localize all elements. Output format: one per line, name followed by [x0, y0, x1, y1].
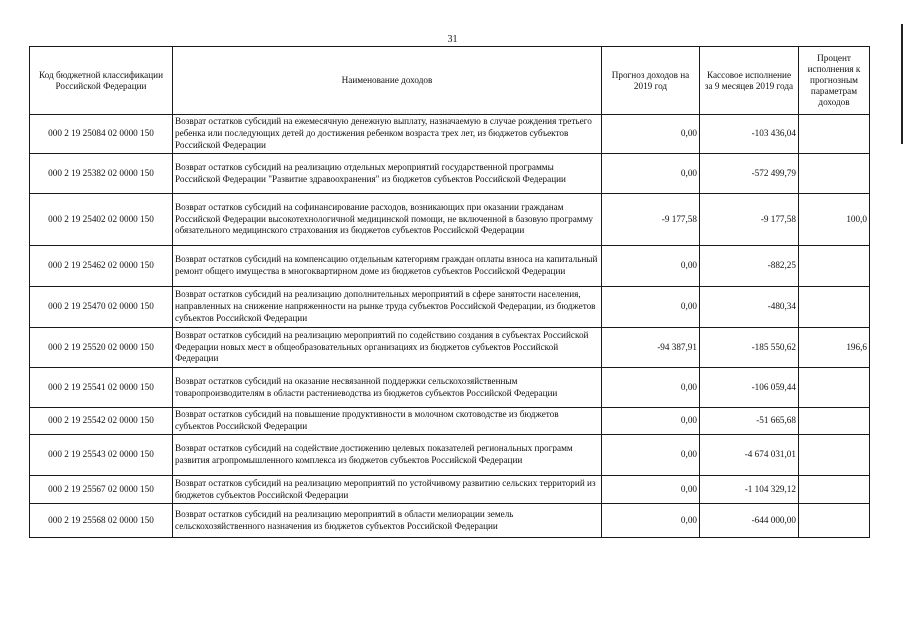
row-actual: -103 436,04 [700, 115, 799, 154]
row-actual: -480,34 [700, 287, 799, 328]
row-forecast: 0,00 [602, 504, 700, 538]
table-row [30, 194, 870, 246]
table-row [30, 115, 870, 154]
row-forecast: 0,00 [602, 246, 700, 287]
row-code: 000 2 19 25541 02 0000 150 [30, 368, 173, 408]
row-percent [799, 435, 870, 476]
page-number: 31 [447, 34, 458, 45]
table-row [30, 435, 870, 476]
row-name: Возврат остатков субсидий на реализацию мероприятий по содействию создания в субъектах Российской Федерации новых мест в общеобразовательных организациях из бюджетов субъектов Российской Федерации [173, 328, 602, 368]
row-name: Возврат остатков субсидий на повышение продуктивности в молочном скотоводстве из бюджетов субъектов Российской Федерации [173, 408, 602, 435]
row-forecast: 0,00 [602, 476, 700, 504]
table-row [30, 476, 870, 504]
row-forecast: -9 177,58 [602, 194, 700, 246]
row-actual: -106 059,44 [700, 368, 799, 408]
row-code: 000 2 19 25567 02 0000 150 [30, 476, 173, 504]
row-code: 000 2 19 25084 02 0000 150 [30, 115, 173, 154]
row-name: Возврат остатков субсидий на содействие достижению целевых показателей региональных программ развития агропромышленного комплекса из бюджетов субъектов Российской Федерации [173, 435, 602, 476]
row-percent [799, 504, 870, 538]
row-name: Возврат остатков субсидий на ежемесячную денежную выплату, назначаемую в случае рождения третьего ребенка или последующих детей до достижения ребенком возраста трех лет, из бюджетов субъектов Российской Федерации [173, 115, 602, 154]
row-code: 000 2 19 25402 02 0000 150 [30, 194, 173, 246]
table-row [30, 246, 870, 287]
row-actual: -9 177,58 [700, 194, 799, 246]
header-actual: Кассовое исполнение за 9 месяцев 2019 года [700, 47, 799, 115]
header-code: Код бюджетной классификации Российской Федерации [30, 47, 173, 115]
scan-edge-mark [901, 24, 903, 144]
table-row [30, 504, 870, 538]
row-code: 000 2 19 25462 02 0000 150 [30, 246, 173, 287]
table-row [30, 287, 870, 328]
row-actual: -51 665,68 [700, 408, 799, 435]
row-name: Возврат остатков субсидий на реализацию мероприятий в области мелиорации земель сельскохозяйственного назначения из бюджетов субъектов Российской Федерации [173, 504, 602, 538]
row-code: 000 2 19 25382 02 0000 150 [30, 154, 173, 194]
row-percent [799, 476, 870, 504]
row-name: Возврат остатков субсидий на софинансирование расходов, возникающих при оказании гражданам Российской Федерации высокотехнологичной медицинской помощи, не включенной в базовую программу обязательного медицинского страхования из бюджетов субъектов Российской Федерации [173, 194, 602, 246]
row-actual: -185 550,62 [700, 328, 799, 368]
header-forecast: Прогноз доходов на 2019 год [602, 47, 700, 115]
row-actual: -1 104 329,12 [700, 476, 799, 504]
row-name: Возврат остатков субсидий на компенсацию отдельным категориям граждан оплаты взноса на капитальный ремонт общего имущества в многоквартирном доме из бюджетов субъектов Российской Федерации [173, 246, 602, 287]
row-name: Возврат остатков субсидий на реализацию дополнительных мероприятий в сфере занятости населения, направленных на снижение напряженности на рынке труда субъектов Российской Федерации, из бюджетов субъектов Российской Федерации [173, 287, 602, 328]
row-forecast: 0,00 [602, 408, 700, 435]
row-forecast: -94 387,91 [602, 328, 700, 368]
row-code: 000 2 19 25568 02 0000 150 [30, 504, 173, 538]
table-row [30, 154, 870, 194]
header-name: Наименование доходов [173, 47, 602, 115]
row-forecast: 0,00 [602, 154, 700, 194]
income-report-table [29, 46, 870, 538]
table-row [30, 328, 870, 368]
row-name: Возврат остатков субсидий на оказание несвязанной поддержки сельскохозяйственным товаропроизводителям в области растениеводства из бюджетов субъектов Российской Федерации [173, 368, 602, 408]
row-actual: -644 000,00 [700, 504, 799, 538]
row-actual: -882,25 [700, 246, 799, 287]
header-percent: Процент исполнения к прогнозным параметрам доходов [799, 47, 870, 115]
row-percent [799, 368, 870, 408]
row-percent [799, 154, 870, 194]
row-percent [799, 246, 870, 287]
row-name: Возврат остатков субсидий на реализацию мероприятий по устойчивому развитию сельских территорий из бюджетов субъектов Российской Федерации [173, 476, 602, 504]
row-code: 000 2 19 25520 02 0000 150 [30, 328, 173, 368]
row-percent: 196,6 [799, 328, 870, 368]
row-forecast: 0,00 [602, 287, 700, 328]
row-percent [799, 287, 870, 328]
row-code: 000 2 19 25543 02 0000 150 [30, 435, 173, 476]
row-percent [799, 115, 870, 154]
table-header-row [30, 47, 870, 115]
row-forecast: 0,00 [602, 435, 700, 476]
row-code: 000 2 19 25470 02 0000 150 [30, 287, 173, 328]
row-code: 000 2 19 25542 02 0000 150 [30, 408, 173, 435]
table-row [30, 408, 870, 435]
row-forecast: 0,00 [602, 368, 700, 408]
table-row [30, 368, 870, 408]
row-actual: -572 499,79 [700, 154, 799, 194]
row-forecast: 0,00 [602, 115, 700, 154]
row-percent: 100,0 [799, 194, 870, 246]
row-percent [799, 408, 870, 435]
row-name: Возврат остатков субсидий на реализацию отдельных мероприятий государственной программы Российской Федерации "Развитие здравоохранения" из бюджетов субъектов Российской Федерации [173, 154, 602, 194]
row-actual: -4 674 031,01 [700, 435, 799, 476]
